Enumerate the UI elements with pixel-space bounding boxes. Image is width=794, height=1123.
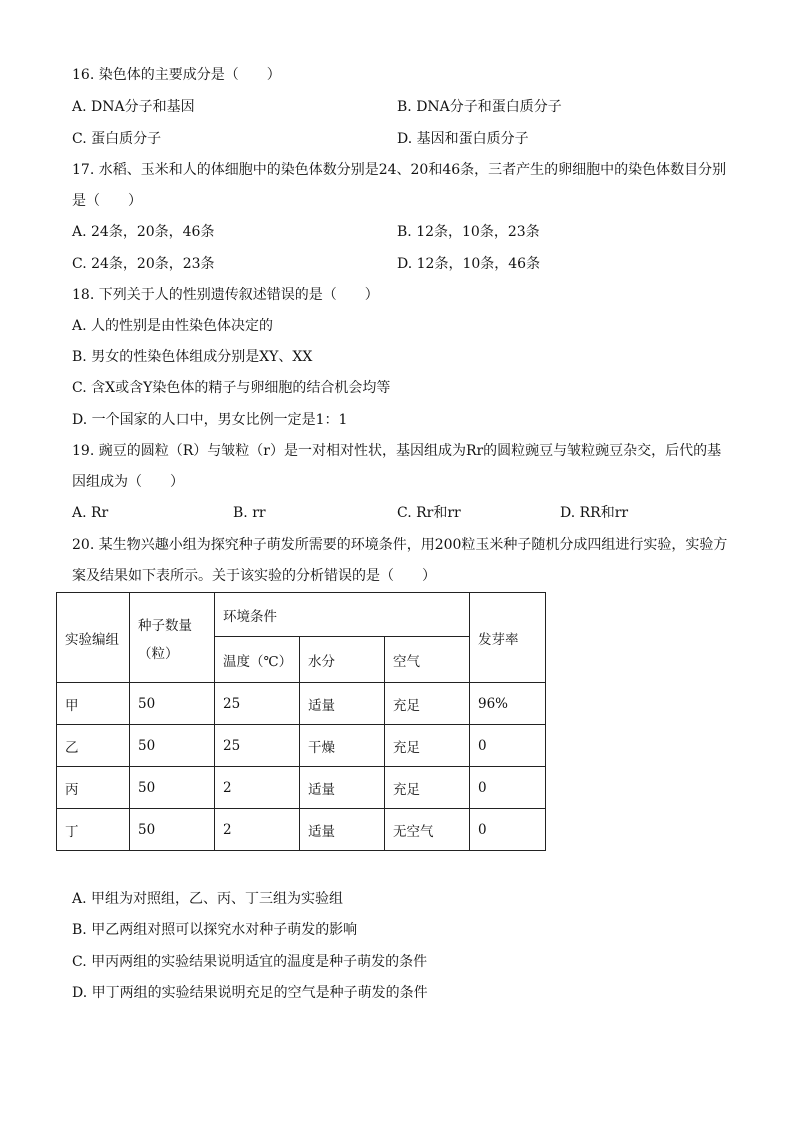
cell-seeds: 50	[130, 767, 215, 809]
q17-stem-line2: 是（ ）	[72, 193, 142, 209]
q19-option-d: D. RR和rr	[560, 505, 629, 521]
q19-option-b: B. rr	[233, 505, 266, 521]
q18-option-b: B. 男女的性染色体组成分别是XY、XX	[72, 349, 313, 365]
table-row	[57, 767, 546, 809]
q18-stem: 18. 下列关于人的性别遗传叙述错误的是（ ）	[72, 287, 379, 303]
cell-water: 适量	[300, 767, 385, 809]
cell-air: 充足	[385, 725, 470, 767]
table-row	[57, 683, 546, 725]
header-seed-count	[130, 593, 215, 683]
q20-stem-line2: 案及结果如下表所示。关于该实验的分析错误的是（ ）	[72, 568, 436, 584]
q20-option-b: B. 甲乙两组对照可以探究水对种子萌发的影响	[72, 922, 358, 938]
q19-option-a: A. Rr	[72, 505, 109, 521]
q16-option-c: C. 蛋白质分子	[72, 131, 162, 147]
cell-air: 充足	[385, 767, 470, 809]
header-temperature: 温度（℃）	[215, 637, 300, 683]
q20-option-a: A. 甲组为对照组，乙、丙、丁三组为实验组	[72, 891, 344, 907]
table-row	[57, 809, 546, 851]
q17-option-b: B. 12条，10条，23条	[397, 224, 540, 240]
q18-option-c: C. 含X或含Y染色体的精子与卵细胞的结合机会均等	[72, 380, 391, 396]
q20-option-d: D. 甲丁两组的实验结果说明充足的空气是种子萌发的条件	[72, 985, 428, 1001]
cell-seeds: 50	[130, 683, 215, 725]
q19-stem-line2: 因组成为（ ）	[72, 474, 184, 490]
cell-group: 乙	[57, 725, 130, 767]
cell-seeds: 50	[130, 725, 215, 767]
cell-air: 充足	[385, 683, 470, 725]
header-seed-count-line1: 种子数量	[138, 617, 192, 634]
cell-temp: 2	[215, 809, 300, 851]
cell-group: 甲	[57, 683, 130, 725]
header-water: 水分	[300, 637, 385, 683]
q16-option-a: A. DNA分子和基因	[72, 99, 195, 115]
cell-water: 适量	[300, 683, 385, 725]
cell-rate: 96%	[470, 683, 546, 725]
q17-stem-line1: 17. 水稻、玉米和人的体细胞中的染色体数分别是24、20和46条，三者产生的卵细胞中的染色体数目分别	[72, 162, 727, 178]
q20-option-c: C. 甲丙两组的实验结果说明适宜的温度是种子萌发的条件	[72, 954, 428, 970]
q18-option-a: A. 人的性别是由性染色体决定的	[72, 318, 274, 334]
q20-stem-line1: 20. 某生物兴趣小组为探究种子萌发所需要的环境条件，用200粒玉米种子随机分成四组进行实验，实验方	[72, 537, 728, 553]
cell-water: 干燥	[300, 725, 385, 767]
cell-seeds: 50	[130, 809, 215, 851]
header-air: 空气	[385, 637, 470, 683]
experiment-table	[56, 592, 546, 851]
cell-water: 适量	[300, 809, 385, 851]
header-germination-rate: 发芽率	[470, 593, 546, 683]
cell-group: 丙	[57, 767, 130, 809]
cell-group: 丁	[57, 809, 130, 851]
q18-option-d: D. 一个国家的人口中，男女比例一定是1：1	[72, 412, 348, 428]
header-seed-count-line2: （粒）	[138, 645, 179, 662]
q16-stem: 16. 染色体的主要成分是（ ）	[72, 67, 281, 83]
q16-option-d: D. 基因和蛋白质分子	[397, 131, 529, 147]
cell-air: 无空气	[385, 809, 470, 851]
cell-temp: 2	[215, 767, 300, 809]
q17-option-c: C. 24条，20条，23条	[72, 256, 215, 272]
cell-rate: 0	[470, 725, 546, 767]
cell-rate: 0	[470, 809, 546, 851]
q19-stem-line1: 19. 豌豆的圆粒（R）与皱粒（r）是一对相对性状，基因组成为Rr的圆粒豌豆与皱粒豌豆杂交，后代的基	[72, 443, 722, 459]
table-row	[57, 725, 546, 767]
q19-option-c: C. Rr和rr	[397, 505, 461, 521]
cell-temp: 25	[215, 725, 300, 767]
cell-rate: 0	[470, 767, 546, 809]
header-environment: 环境条件	[215, 593, 470, 637]
q17-option-d: D. 12条，10条，46条	[397, 256, 541, 272]
q17-option-a: A. 24条，20条，46条	[72, 224, 215, 240]
cell-temp: 25	[215, 683, 300, 725]
header-group: 实验编组	[57, 593, 130, 683]
q16-option-b: B. DNA分子和蛋白质分子	[397, 99, 562, 115]
